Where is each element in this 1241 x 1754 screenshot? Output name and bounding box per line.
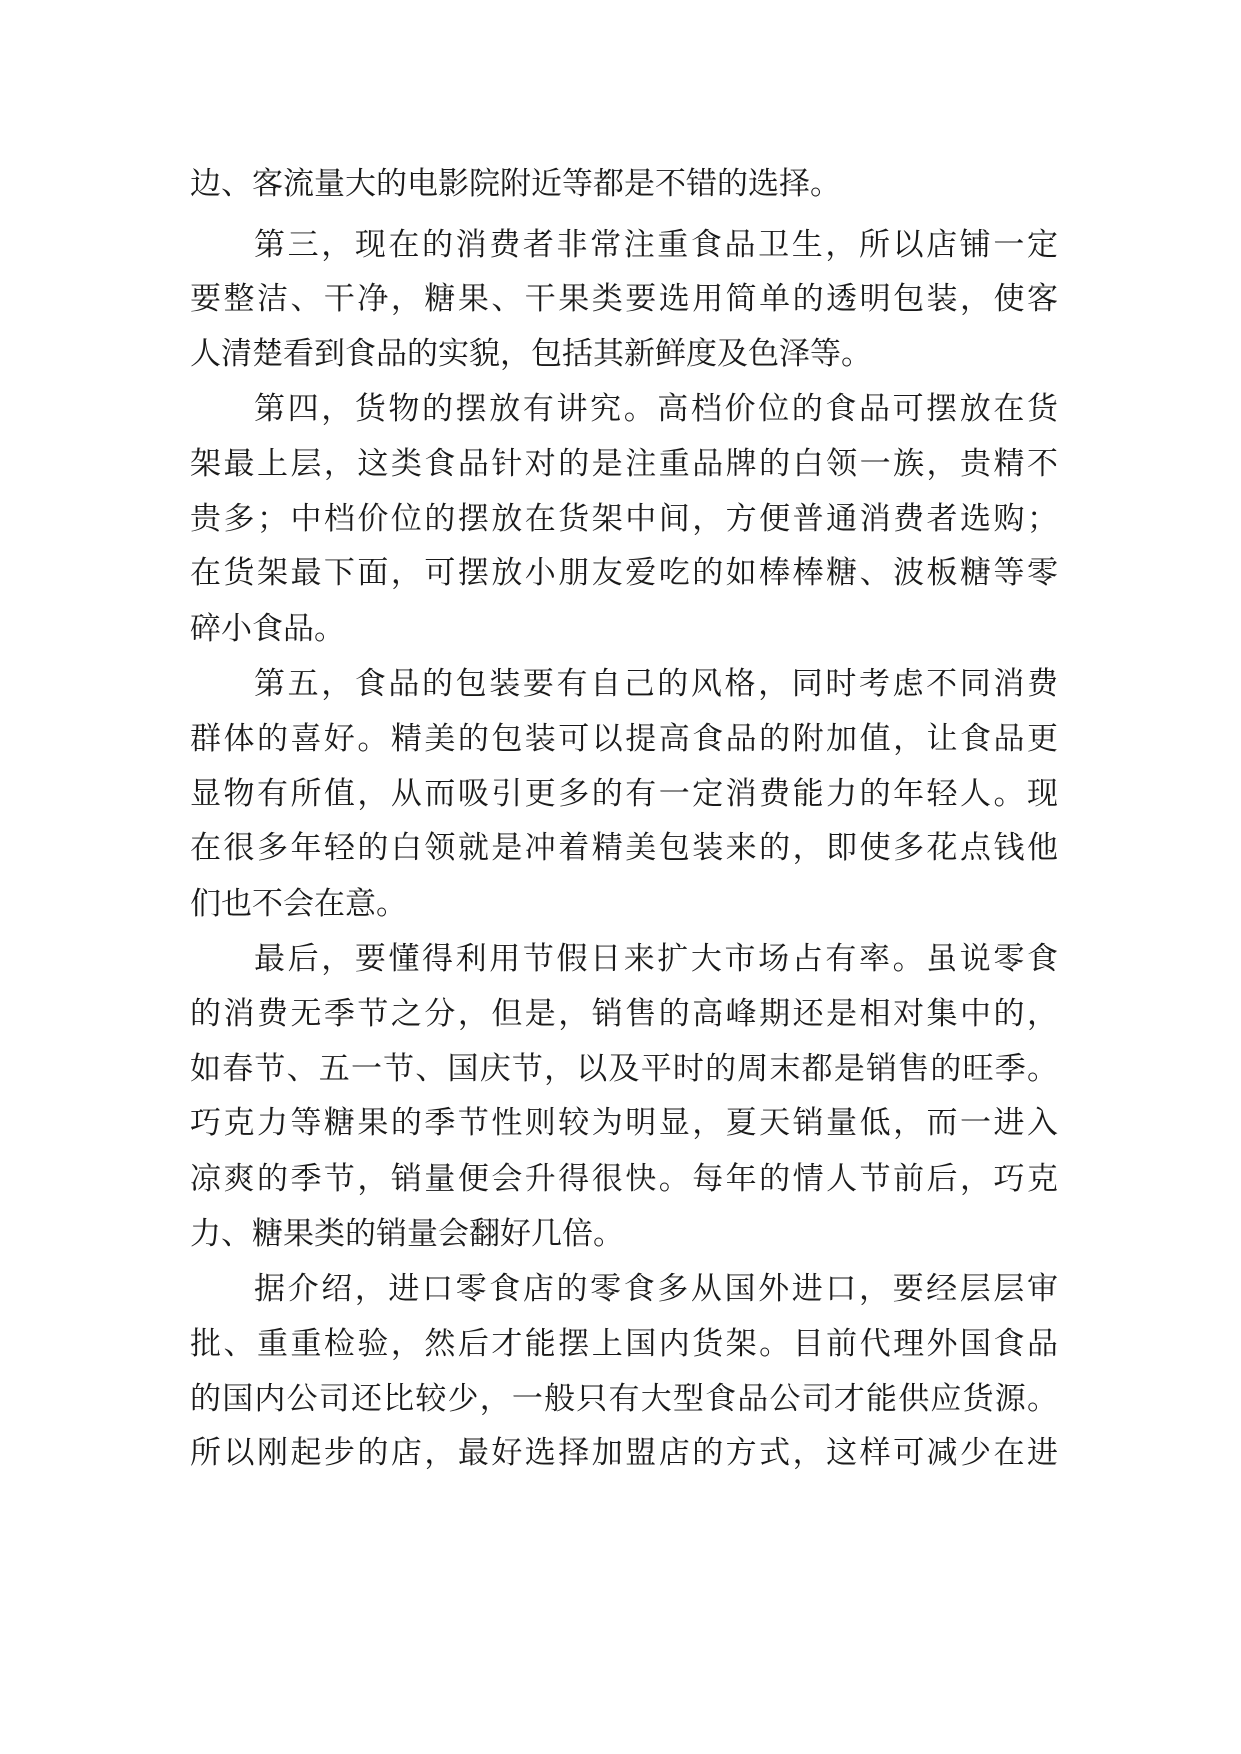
text-line: 凉爽的季节，销量便会升得很快。每年的情人节前后，巧克: [190, 1161, 1058, 1197]
text-line: 在货架最下面，可摆放小朋友爱吃的如棒棒糖、波板糖等零: [190, 555, 1058, 591]
text-line: 边、客流量大的电影院附近等都是不错的选择。: [190, 166, 841, 202]
text-line: 贵多；中档价位的摆放在货架中间，方便普通消费者选购；: [190, 501, 1058, 537]
text-line: 在很多年轻的白领就是冲着精美包装来的，即使多花点钱他: [190, 830, 1058, 866]
text-line: 所以刚起步的店，最好选择加盟店的方式，这样可减少在进: [190, 1435, 1058, 1471]
text-line: 人清楚看到食品的实貌，包括其新鲜度及色泽等。: [190, 336, 872, 372]
text-line: 们也不会在意。: [190, 886, 407, 922]
text-line: 力、糖果类的销量会翻好几倍。: [190, 1216, 624, 1252]
text-line: 的国内公司还比较少，一般只有大型食品公司才能供应货源。: [190, 1381, 1058, 1417]
text-line: 碎小食品。: [190, 611, 345, 647]
paragraph-first-line: 据介绍，进口零食店的零食多从国外进口，要经层层审: [254, 1271, 1058, 1307]
text-line: 要整洁、干净，糖果、干果类要选用简单的透明包装，使客: [190, 281, 1058, 317]
text-line: 如春节、五一节、国庆节，以及平时的周末都是销售的旺季。: [190, 1051, 1058, 1087]
text-line: 的消费无季节之分，但是，销售的高峰期还是相对集中的，: [190, 996, 1058, 1032]
text-line: 显物有所值，从而吸引更多的有一定消费能力的年轻人。现: [190, 776, 1058, 812]
paragraph-first-line: 最后，要懂得利用节假日来扩大市场占有率。虽说零食: [254, 941, 1058, 977]
text-line: 批、重重检验，然后才能摆上国内货架。目前代理外国食品: [190, 1326, 1058, 1362]
text-line: 巧克力等糖果的季节性则较为明显，夏天销量低，而一进入: [190, 1105, 1058, 1141]
paragraph-first-line: 第五，食品的包装要有自己的风格，同时考虑不同消费: [254, 666, 1058, 702]
text-line: 群体的喜好。精美的包装可以提高食品的附加值，让食品更: [190, 721, 1058, 757]
paragraph-first-line: 第三，现在的消费者非常注重食品卫生，所以店铺一定: [254, 227, 1058, 263]
text-line: 架最上层，这类食品针对的是注重品牌的白领一族，贵精不: [190, 446, 1058, 482]
paragraph-first-line: 第四，货物的摆放有讲究。高档价位的食品可摆放在货: [254, 391, 1058, 427]
